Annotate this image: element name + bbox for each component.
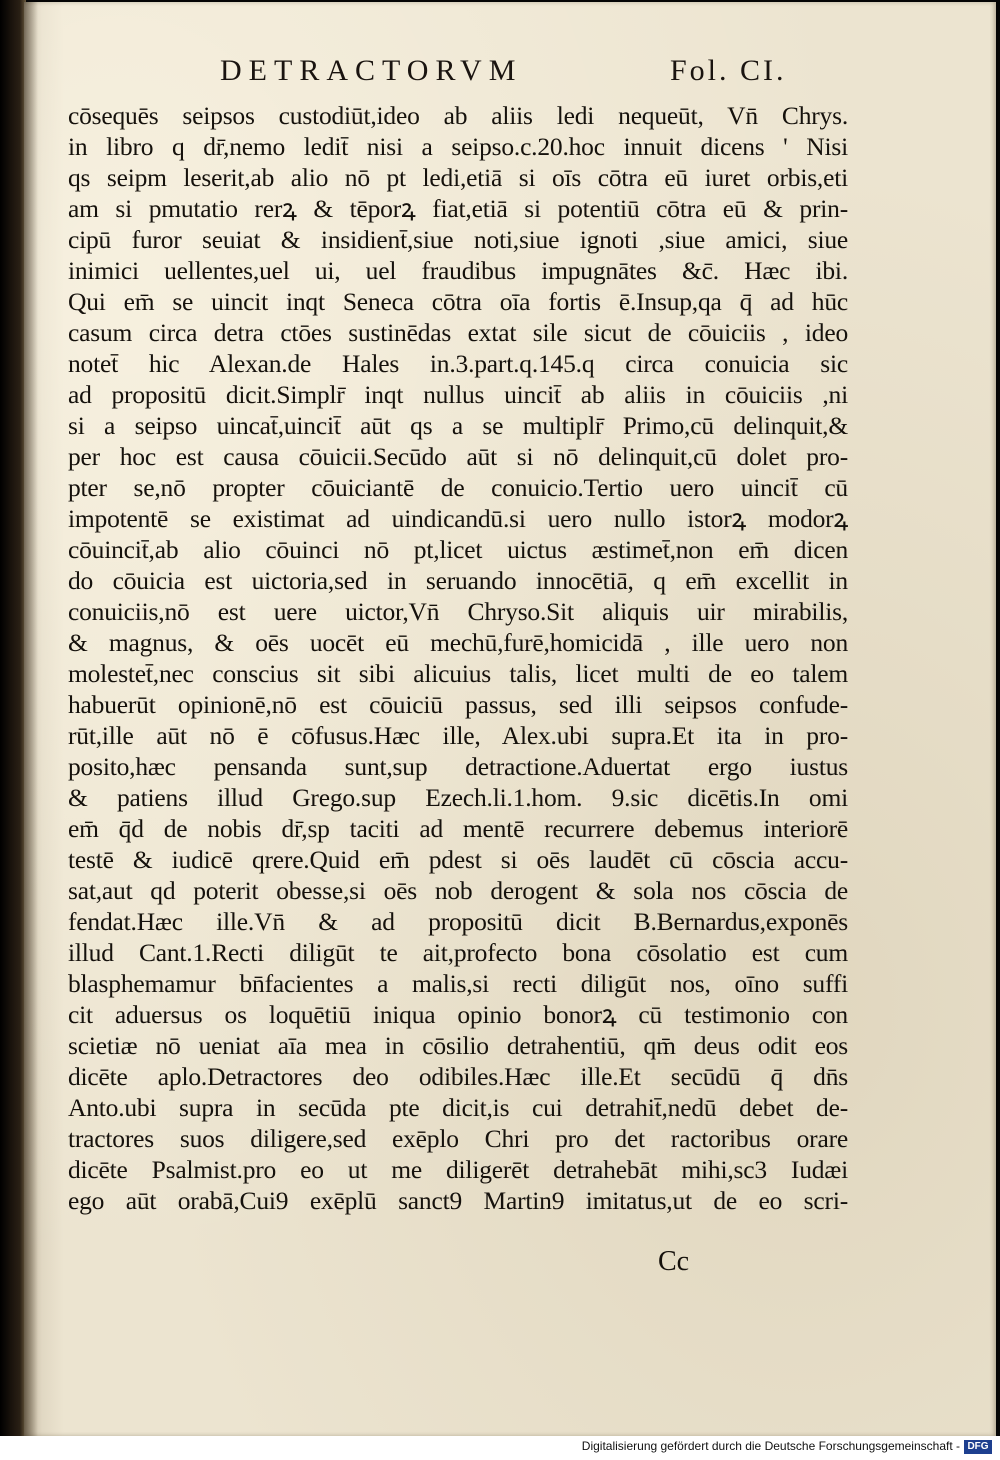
dfg-logo: DFG (964, 1440, 992, 1454)
text-line: in libro q dr̄,nemo ledit̄ nisi a seipso.c.20.hoc innuit dicens ' Nisi (68, 132, 848, 161)
folio-number: Fol. CI. (670, 54, 787, 87)
text-line: & magnus, & oēs uocēt eū mechū,furē,homicidā , ille uero non (68, 628, 848, 657)
text-line: si a seipso uincat̄,uincit̄ aūt qs a se multiplr̄ Primo,cū delinquit,& (68, 411, 848, 440)
text-line: casum circa detra ctōes sustinēdas extat sile sicut de cōuiciis , ideo (68, 318, 848, 347)
text-line: conuiciis,nō est uere uictor,Vn̄ Chryso.Sit aliquis uir mirabilis, (68, 597, 848, 626)
text-line: sat,aut qd poterit obesse,si oēs nob derogent & sola nos cōscia de (68, 876, 848, 905)
text-line: do cōuicia est uictoria,sed in seruando innocētiā, q em̄ excellit in (68, 566, 848, 595)
scan-border (0, 0, 26, 1436)
funding-notice: Digitalisierung gefördert durch die Deutsche Forschungsgemeinschaft - (581, 1439, 960, 1453)
text-line: ad propositū dicit.Simplr̄ inqt nullus uincit̄ ab aliis in cōuiciis ,ni (68, 380, 848, 409)
running-header (220, 54, 870, 94)
text-line: rūt,ille aūt nō ē cōfusus.Hæc ille, Alex.ubi supra.Et ita in pro- (68, 721, 848, 750)
footer-bar (0, 1436, 1000, 1460)
catchword: Cc (658, 1246, 690, 1277)
text-line: notet̄ hic Alexan.de Hales in.3.part.q.145.q circa conuicia sic (68, 349, 848, 378)
text-line: ego aūt orabā,Cui9 exēplū sanct9 Martin9 imitatus,ut de eo scri- (68, 1186, 848, 1215)
text-line: tractores suos diligere,sed exēplo Chri pro det ractoribus orare (68, 1124, 848, 1153)
text-line: qs seipm leserit,ab alio nō pt ledi,etiā si oīs cōtra eū iuret orbis,eti (68, 163, 848, 192)
text-line: scietiæ nō ueniat aīa mea in cōsilio detrahentiū, qm̄ deus odit eos (68, 1031, 848, 1060)
text-line: per hoc est causa cōuicii.Secūdo aūt si nō delinquit,cū dolet pro- (68, 442, 848, 471)
text-line: pter se,nō propter cōuiciantē de conuicio.Tertio uero uincit̄ cū (68, 473, 848, 502)
text-line: cōuincit̄,ab alio cōuinci nō pt,licet uictus æstimet̄,non em̄ dicen (68, 535, 848, 564)
text-line: molestet̄,nec conscius sit sibi alicuius talis, licet multi de eo talem (68, 659, 848, 688)
text-line: inimici uellentes,uel ui, uel fraudibus impugnātes &c̄. Hæc ibi. (68, 256, 848, 285)
gutter-shadow (24, 2, 38, 1436)
text-line: blasphemamur bn̄facientes a malis,si recti diligūt nos, oīno suffi (68, 969, 848, 998)
text-line: am si pmutatio rerꝝ & tēporꝝ fiat,etiā si potentiū cōtra eū & prin- (68, 194, 848, 223)
text-line: dicēte aplo.Detractores deo odibiles.Hæc ille.Et secūdū q̄ dn̄s (68, 1062, 848, 1091)
text-line: cōsequēs seipsos custodiūt,ideo ab aliis ledi nequeūt, Vn̄ Chrys. (68, 101, 848, 130)
text-line: fendat.Hæc ille.Vn̄ & ad propositū dicit B.Bernardus,exponēs (68, 907, 848, 936)
text-line: testē & iudicē qrere.Quid em̄ pdest si oēs laudēt cū cōscia accu- (68, 845, 848, 874)
text-line: Anto.ubi supra in secūda pte dicit,is cui detrahit̄,nedū debet de- (68, 1093, 848, 1122)
text-line: impotentē se existimat ad uindicandū.si uero nullo istorꝝ modorꝝ (68, 504, 848, 533)
book-page (24, 2, 996, 1436)
text-line: em̄ q̄d de nobis dr̄,sp taciti ad mentē recurrere debemus interiorē (68, 814, 848, 843)
text-line: posito,hæc pensanda sunt,sup detractione.Aduertat ergo iustus (68, 752, 848, 781)
running-title: DETRACTORVM (220, 54, 523, 87)
text-line: illud Cant.1.Recti diligūt te ait,profecto bona cōsolatio est cum (68, 938, 848, 967)
body-text (68, 100, 848, 1216)
text-line: cit aduersus os loquētiū iniqua opinio bonorꝝ cū testimonio con (68, 1000, 848, 1029)
text-line: & patiens illud Grego.sup Ezech.li.1.hom. 9.sic dicētis.In omi (68, 783, 848, 812)
text-line: habuerūt opinionē,nō est cōuiciū passus, sed illi seipsos confude- (68, 690, 848, 719)
text-line: Qui em̄ se uincit inqt Seneca cōtra oīa fortis ē.Insup,qa q̄ ad hūc (68, 287, 848, 316)
text-line: cipū furor seuiat & insidient̄,siue noti,siue ignoti ,siue amici, siue (68, 225, 848, 254)
text-line: dicēte Psalmist.pro eo ut me diligerēt detrahebāt mihi,sc3 Iudæi (68, 1155, 848, 1184)
